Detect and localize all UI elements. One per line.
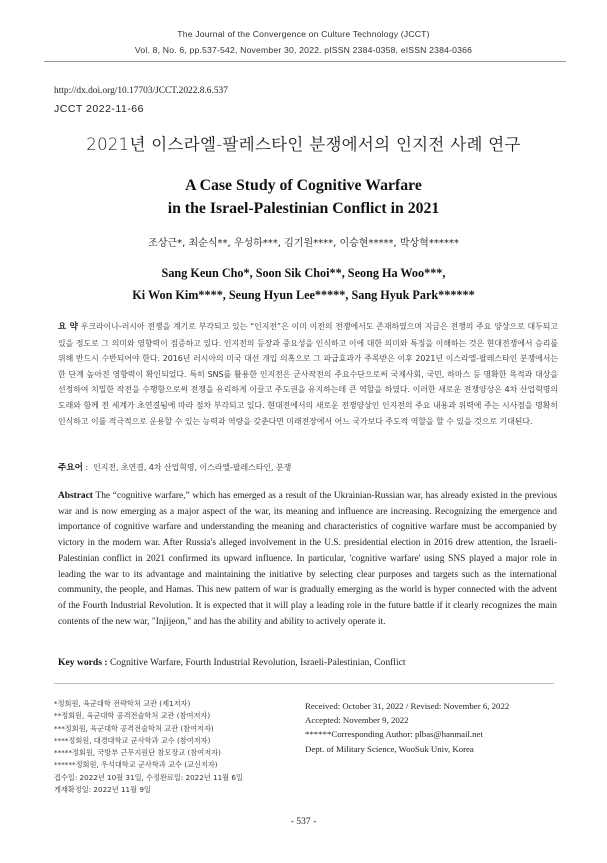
keywords-english-label: Key words : — [58, 657, 108, 668]
journal-header — [0, 26, 607, 58]
title-english-line: in the Israel-Palestinian Conflict in 2021 — [167, 200, 440, 217]
journal-name: The Journal of the Convergence on Culture Technology (JCCT) — [177, 29, 430, 39]
header-divider — [44, 61, 566, 62]
footnotes-affiliations — [54, 698, 299, 796]
title-korean: 2021년 이스라엘-팔레스타인 분쟁에서의 인지전 사례 연구 — [86, 135, 521, 154]
abstract-english — [58, 489, 557, 630]
keywords-korean: 주요어 : 인지전, 초연결, 4차 산업혁명, 이스라엘-팔레스타인, 분쟁 — [58, 463, 292, 473]
footnote-line: **정회원, 육군대학 공격전술학처 교관 (참여저자) — [54, 711, 211, 721]
footnote-line: 게재확정일: 2022년 11월 9일 — [54, 785, 151, 795]
received-date: Received: October 31, 2022 / Revised: November 6, 2022 — [305, 701, 510, 711]
page-number: - 537 - — [290, 816, 317, 827]
footnote-line: ****정회원, 대경대학교 군사학과 교수 (참여저자) — [54, 735, 211, 745]
abstract-korean-text: 우크라이나-러시아 전쟁을 계기로 부각되고 있는 “인지전”은 이미 이전의 전쟁에서도 존재하였으며 지금은 전쟁의 주요 양상으로 대두되고 있을 정도로 그 의미와 영향력이 점증하고 있다. 인지전의 등장과 중요성을 인식하고 이에 대한 의미와 특징을 이해하는 것은 현대전쟁에서 승리를 위해 반드시 수반되어야 한다. 2016년 러시아의 미국 대선 개입 의혹으로 그 파급효과가 주목받은 이후 2021년 이스라엘-팔레스타인 분쟁에서는 한 단계 높아진 영향력이 확인되었다. 특히 SNS를 활용한 인지전은 군사작전의 주요수단으로써 국제사회, 국민, 하마스 등 명확한 목적과 대상을 선정하여 치밀한 작전을 수행함으로써 전쟁을 유리하게 이끌고 주도권을 유지하는데 큰 역할을 하였다. 이러한 새로운 전쟁양상은 4차 산업혁명의 도래와 함께 전 세계가 초연결됨에 따라 점차 부각되고 있다. 현대전에서의 새로운 전쟁양상인 인지전의 주요 내용과 위력에 주는 시사점을 명확히 인식하고 이를 적극적으로 운용할 수 있는 능력과 역량을 갖춘다면 미래전장에서 어느 국가보다 주도적 역할을 할 수 있을 것으로 기대된다. — [58, 322, 558, 426]
corresponding-author: ******Corresponding Author: plbas@hanmail.net — [305, 729, 483, 740]
title-english — [0, 174, 607, 220]
footnote-line: *정회원, 육군대학 전략학처 교관 (제1저자) — [54, 699, 191, 708]
volume-info: Vol. 8, No. 6, pp.537-542, November 30, 2022. pISSN 2384-0358, eISSN 2384-0366 — [134, 45, 473, 55]
accepted-date: Accepted: November 9, 2022 — [305, 715, 409, 726]
abstract-english-label: Abstract — [58, 491, 93, 501]
authors-korean: 조상근*, 최순식**, 우성하***, 김기원****, 이승현*****, 박상혁****** — [148, 238, 459, 249]
footnote-line: *****정회원, 국방부 근무지원단 참모장교 (참여저자) — [54, 748, 221, 758]
keywords-korean-label: 주요어 — [58, 463, 83, 473]
footnote-line: ***정회원, 육군대학 공격전술학처 교관 (참여저자) — [54, 723, 214, 733]
footnote-line: ******정회원, 우석대학교 군사학과 교수 (교신저자) — [54, 760, 218, 770]
doi-link[interactable]: http://dx.doi.org/10.17703/JCCT.2022.8.6.537 — [54, 86, 228, 96]
abstract-korean — [58, 319, 558, 429]
keywords-korean-text: 인지전, 초연결, 4차 산업혁명, 이스라엘-팔레스타인, 분쟁 — [93, 463, 292, 472]
article-code: JCCT 2022-11-66 — [54, 103, 144, 115]
abstract-english-text: The “cognitive warfare,” which has emerged as a result of the Ukrainian-Russian war, has already existed in the previous war and is now emerging as a major aspect of the war, its meaning and influence are increasing. Recognizing the emergence and importance of cognitive warfare and understanding the meaning and characteristics of cognitive warfare must be accompanied by victory in the modern war. After Russia's alleged involvement in the U.S. presidential election in 2016 drew attention, the Israeli-Palestinian conflict in 2021 confirmed its upward influence. In particular, 'cognitive warfare' using SNS played a major role in leading the war to its advantage and maintaining the initiative by selecting clear purposes and targets such as the international community, the people, and Hamas. This new pattern of war is gradually emerging as the world is hyper connected with the advent of the Fourth Industrial Revolution. It is expected that it will play a leading role in the future battle if it clearly recognizes the main contents of the new war, "Injijeon," and has the ability and ability to actively operate it. — [58, 491, 557, 627]
keywords-english-text: Cognitive Warfare, Fourth Industrial Revolution, Israeli-Palestinian, Conflict — [109, 657, 406, 668]
authors-english — [0, 262, 607, 306]
keywords-english — [58, 657, 558, 668]
abstract-korean-label: 요 약 — [58, 322, 78, 332]
authors-english-line: Sang Keun Cho*, Soon Sik Choi**, Seong Ha Woo***, — [161, 266, 446, 280]
footnotes-dates — [305, 699, 560, 756]
title-english-line: A Case Study of Cognitive Warfare — [185, 177, 422, 194]
department: Dept. of Military Science, WooSuk Univ, Korea — [305, 743, 474, 754]
footnote-line: 접수일: 2022년 10월 31일, 수정완료일: 2022년 11월 6일 — [54, 772, 243, 782]
authors-english-line: Ki Won Kim****, Seung Hyun Lee*****, Sang Hyuk Park****** — [132, 288, 475, 302]
footnote-divider — [54, 683, 554, 684]
